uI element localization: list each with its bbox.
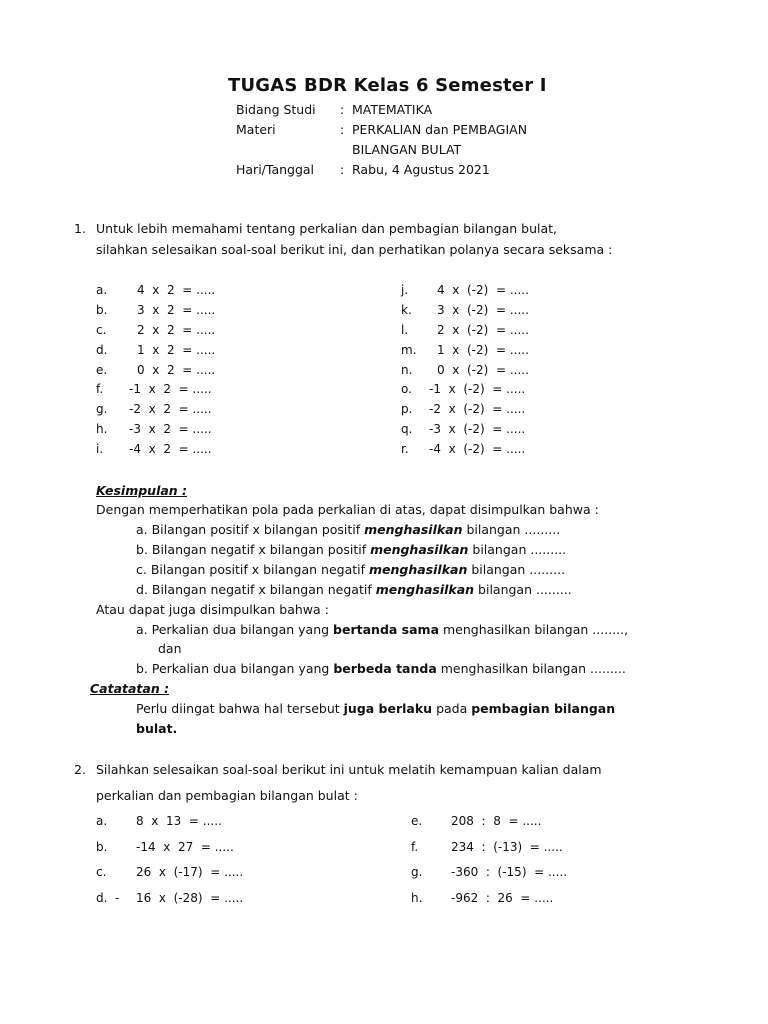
problem-letter: k. [401,303,412,317]
problem-expression: 4 x (-2) = ..... [437,283,529,297]
problem-letter: b. [96,840,108,854]
problem-expression: -1 x 2 = ..... [129,382,212,396]
field-value-hari-tanggal: Rabu, 4 Agustus 2021 [352,162,490,177]
problem-expression: -360 : (-15) = ..... [451,865,568,879]
question-number: 1. [74,221,86,236]
kesimpulan-heading: Kesimpulan : [96,483,188,498]
problem-letter: j. [401,283,409,297]
question-intro: Untuk lebih memahami tentang perkalian dan pembagian bilangan bulat, [96,221,557,236]
problem-letter: q. [401,422,413,436]
problem-expression: 8 x 13 = ..... [136,814,222,828]
problem-expression: -14 x 27 = ..... [136,840,234,854]
problem-expression: 0 x 2 = ..... [137,363,216,377]
problem-expression: 26 x (-17) = ..... [136,865,244,879]
problem-letter: e. [96,363,108,377]
problem-letter: i. [96,442,104,456]
field-value-bidang-studi: MATEMATIKA [352,102,433,117]
problem-letter: o. [401,382,412,396]
problem-letter: c. [96,323,107,337]
problem-letter: l. [401,323,409,337]
problem-letter: f. [411,840,419,854]
problem-expression: 0 x (-2) = ..... [437,363,529,377]
catatan-line: Perlu diingat bahwa hal tersebut juga berlaku pada pembagian bilangan [136,701,616,716]
problem-letter: h. [411,891,423,905]
problem-expression: -2 x (-2) = ..... [429,402,526,416]
problem-expression: 2 x 2 = ..... [137,323,216,337]
problem-expression: -4 x (-2) = ..... [429,442,526,456]
problem-letter: a. [96,283,108,297]
problem-expression: 1 x 2 = ..... [137,343,216,357]
kesimpulan-item: c. Bilangan positif x bilangan negatif menghasilkan bilangan ......... [136,562,566,577]
problem-letter: n. [401,363,413,377]
problem-letter: b. [96,303,108,317]
problem-letter: r. [401,442,409,456]
field-label-hari-tanggal: Hari/Tanggal [236,162,315,177]
field-colon: : [340,102,345,117]
problem-expression: -3 x 2 = ..... [129,422,212,436]
problem-letter: c. [96,865,107,879]
field-value-materi: PERKALIAN dan PEMBAGIAN [352,122,528,137]
problem-expression: -962 : 26 = ..... [451,891,554,905]
field-label-bidang-studi: Bidang Studi [236,102,316,117]
kesimpulan-intro: Dengan memperhatikan pola pada perkalian di atas, dapat disimpulkan bahwa : [96,502,599,517]
question-intro: perkalian dan pembagian bilangan bulat : [96,788,358,803]
kesimpulan-item: b. Bilangan negatif x bilangan positif menghasilkan bilangan ......... [136,542,567,557]
problem-letter: d. [96,343,108,357]
question-number: 2. [74,762,86,777]
problem-letter: d. - [96,891,120,905]
problem-expression: -1 x (-2) = ..... [429,382,526,396]
problem-expression: 4 x 2 = ..... [137,283,216,297]
problem-letter: m. [401,343,417,357]
problem-expression: 234 : (-13) = ..... [451,840,563,854]
field-colon: : [340,122,345,137]
problem-expression: -3 x (-2) = ..... [429,422,526,436]
problem-expression: -4 x 2 = ..... [129,442,212,456]
catatan-line: bulat. [136,721,178,736]
question-intro: Silahkan selesaikan soal-soal berikut ini untuk melatih kemampuan kalian dalam [96,762,602,777]
kesimpulan-alt-intro: Atau dapat juga disimpulkan bahwa : [96,602,329,617]
field-colon: : [340,162,345,177]
problem-expression: 2 x (-2) = ..... [437,323,529,337]
kesimpulan-alt-dan: dan [158,641,182,656]
problem-letter: g. [411,865,423,879]
problem-letter: p. [401,402,413,416]
kesimpulan-alt-item: a. Perkalian dua bilangan yang bertanda sama menghasilkan bilangan ........, [136,622,629,637]
problem-expression: 3 x (-2) = ..... [437,303,529,317]
problem-expression: 1 x (-2) = ..... [437,343,529,357]
page-title: TUGAS BDR Kelas 6 Semester I [228,75,547,96]
kesimpulan-item: d. Bilangan negatif x bilangan negatif menghasilkan bilangan ......... [136,582,572,597]
question-intro: silahkan selesaikan soal-soal berikut ini, dan perhatikan polanya secara seksama : [96,242,613,257]
problem-letter: a. [96,814,108,828]
kesimpulan-item: a. Bilangan positif x bilangan positif menghasilkan bilangan ......... [136,522,561,537]
problem-expression: 208 : 8 = ..... [451,814,542,828]
problem-expression: 16 x (-28) = ..... [136,891,244,905]
problem-letter: f. [96,382,104,396]
problem-letter: g. [96,402,108,416]
problem-expression: 3 x 2 = ..... [137,303,216,317]
field-value-materi-cont: BILANGAN BULAT [352,142,462,157]
catatan-heading: Catatatan : [90,681,170,696]
kesimpulan-alt-item: b. Perkalian dua bilangan yang berbeda tanda menghasilkan bilangan ......... [136,661,626,676]
field-label-materi: Materi [236,122,276,137]
problem-expression: -2 x 2 = ..... [129,402,212,416]
problem-letter: h. [96,422,108,436]
problem-letter: e. [411,814,423,828]
